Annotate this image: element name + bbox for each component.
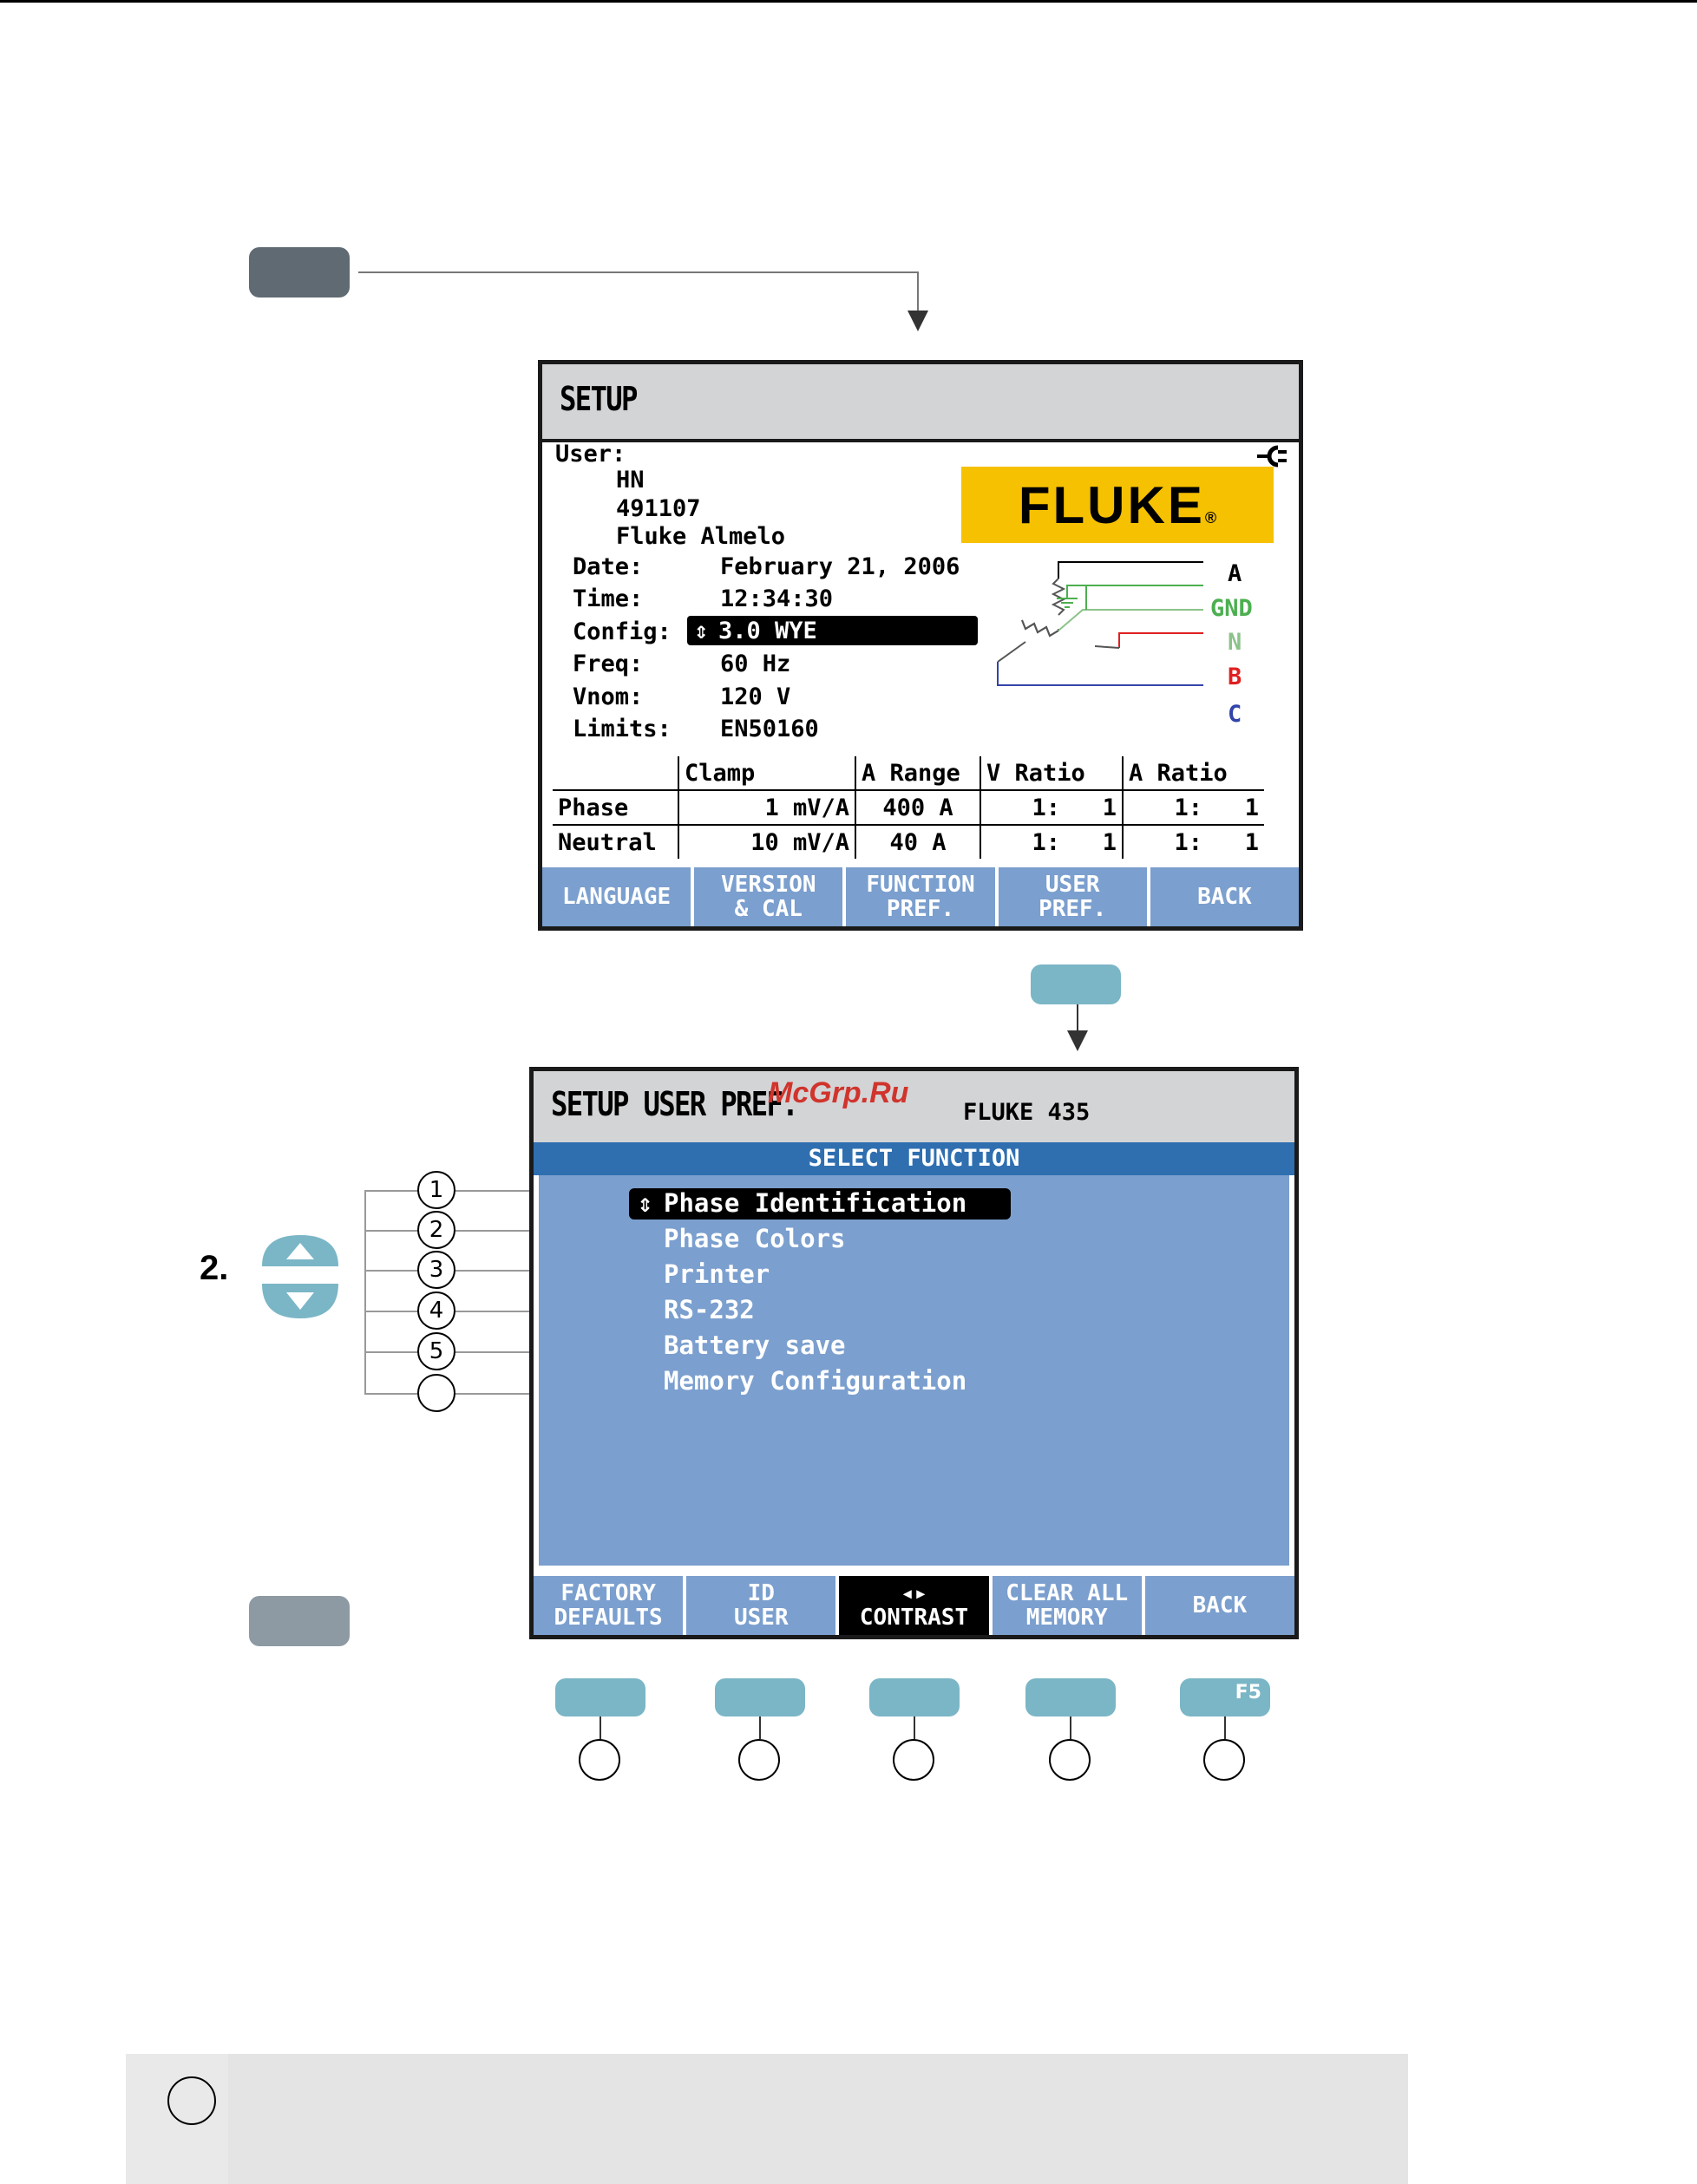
f5-key-label: F5 [1235,1682,1261,1703]
softkey-back[interactable] [1150,867,1299,926]
table-cell: 1 mV/A [678,790,855,825]
callout-number: 1 [417,1171,455,1209]
connector-line [358,271,918,273]
up-down-icon: ⇕ [638,1188,653,1218]
softkey-label: ID [747,1580,775,1606]
model-label: FLUKE 435 [963,1099,1091,1126]
callout-line [759,1716,761,1739]
field-value-date: February 21, 2006 [720,553,960,580]
step-label: 2. [200,1249,229,1287]
softkey-label: PREF. [1039,896,1107,922]
table-cell: Neutral [553,825,678,859]
phase-label-gnd: GND [1210,595,1253,622]
table-cell: Phase [558,794,629,821]
note-circle-icon [167,2076,216,2125]
phase-label-n: N [1228,629,1242,656]
user-line: Fluke Almelo [616,523,786,550]
callout-line [600,1716,601,1739]
callout-circle [1203,1739,1245,1781]
table-cell: 40 A [855,825,980,859]
f3-key[interactable] [869,1678,960,1716]
wye-wiring-diagram [989,559,1206,711]
connector-line [917,271,919,311]
field-value-vnom: 120 V [720,683,791,710]
callout-line [1224,1716,1226,1739]
softkey-label: FACTORY [560,1580,656,1606]
field-value-time: 12:34:30 [720,585,834,612]
registered-mark: ® [1204,508,1217,526]
user-label: User: [555,441,626,468]
connector-line [1077,1004,1078,1030]
menu-item-printer[interactable]: Printer [664,1259,770,1289]
callout-number: 5 [417,1332,455,1370]
field-label: Config: [573,618,672,645]
setup-key[interactable] [249,247,350,298]
table-header: A Ratio [1123,756,1264,790]
callout-number [417,1374,455,1412]
top-rule [0,0,1697,3]
softkey-label: PREF. [886,896,955,922]
softkey-function-pref[interactable] [846,867,994,926]
callout-circle [738,1739,780,1781]
callout-number: 4 [417,1291,455,1330]
user-line: 491107 [616,495,701,522]
callout-line [914,1716,915,1739]
phase-label-c: C [1228,701,1242,728]
field-label: Time: [573,585,644,612]
hold-run-key[interactable] [249,1596,350,1646]
field-value-freq: 60 Hz [720,651,791,677]
watermark: McGrp.Ru [768,1076,909,1109]
softkey-label: CONTRAST [859,1605,969,1631]
menu-item-rs232[interactable]: RS-232 [664,1295,755,1324]
clamp-ratio-table [553,756,1264,859]
power-plug-icon [1255,444,1290,468]
field-label: Vnom: [573,683,644,710]
callout-number: 3 [417,1251,455,1289]
softkey-label: & CAL [734,896,803,922]
softkey-label: DEFAULTS [554,1605,663,1631]
note-box [126,2054,1408,2184]
callout-circle [1049,1739,1091,1781]
table-header: Clamp [678,756,855,790]
callout-bracket [364,1190,366,1394]
table-header: A Range [855,756,980,790]
f4-key[interactable] [1031,964,1121,1004]
logo-text: FLUKE [1018,475,1205,534]
callout-circle [893,1739,934,1781]
softkey-label: USER [733,1605,789,1631]
fluke-logo [961,467,1274,543]
up-down-icon: ⇕ [694,618,709,644]
softkey-label: BACK [1192,1592,1248,1618]
menu-item-label: Phase Identification [664,1188,967,1218]
menu-item-memory-config[interactable]: Memory Configuration [664,1366,967,1396]
table-row [553,825,1264,859]
callout-circle [579,1739,620,1781]
menu-header: SELECT FUNCTION [534,1142,1294,1175]
callout-line [1070,1716,1071,1739]
softkey-id-user[interactable] [686,1576,835,1635]
arrow-down-icon [1067,1030,1088,1051]
screen-title: SETUP [560,380,637,418]
user-line: HN [616,467,645,494]
softkey-back[interactable] [1145,1576,1294,1635]
softkey-factory-defaults[interactable] [534,1576,683,1635]
field-value-limits: EN50160 [720,716,819,742]
softkey-language[interactable] [542,867,691,926]
softkey-label: CLEAR ALL [1006,1580,1129,1606]
f1-key[interactable] [555,1678,645,1716]
softkey-contrast[interactable] [839,1576,988,1635]
table-header [553,756,678,790]
field-label: Date: [573,553,644,580]
setup-screen [538,360,1303,931]
softkey-label: LANGUAGE [561,884,672,910]
setup-user-pref-screen [529,1067,1299,1639]
softkey-clear-all-memory[interactable] [993,1576,1142,1635]
softkey-label: VERSION [721,872,816,898]
arrow-keys [259,1233,342,1320]
table-cell: 1: 1 [980,825,1123,859]
softkey-bar [534,1573,1294,1635]
f2-key[interactable] [715,1678,805,1716]
table-header-row [553,756,1264,790]
screen-title: SETUP USER PREF. [551,1085,797,1123]
menu-item-battery-save[interactable]: Battery save [664,1331,846,1360]
table-cell: 1: 1 [980,790,1123,825]
softkey-label: USER [1045,872,1100,898]
title-bar [534,1071,1294,1142]
left-right-icon: ◂▸ [900,1580,928,1606]
phase-label-b: B [1228,664,1242,690]
menu-item-selected[interactable] [629,1188,1011,1220]
softkey-bar [542,864,1299,926]
table-cell: 400 A [855,790,980,825]
table-header: V Ratio [980,756,1123,790]
f4-key-bottom[interactable] [1025,1678,1116,1716]
table-cell: 1: 1 [1123,825,1264,859]
softkey-label: FUNCTION [866,872,975,898]
softkey-user-pref[interactable] [999,867,1147,926]
title-bar [542,364,1299,442]
table-row [553,790,1264,825]
field-value-config: 3.0 WYE [718,618,817,644]
arrow-down-icon [907,311,928,331]
softkey-version-cal[interactable] [694,867,842,926]
table-cell: 10 mV/A [678,825,855,859]
softkey-label: BACK [1197,884,1252,910]
softkey-label: MEMORY [1025,1605,1108,1631]
menu-item-phase-colors[interactable]: Phase Colors [664,1224,846,1253]
table-cell: 1: 1 [1123,790,1264,825]
f5-key[interactable] [1180,1678,1270,1716]
field-label: Freq: [573,651,644,677]
field-label: Limits: [573,716,672,742]
callout-number: 2 [417,1211,455,1249]
config-selector[interactable] [687,616,978,645]
phase-label-a: A [1228,560,1242,587]
